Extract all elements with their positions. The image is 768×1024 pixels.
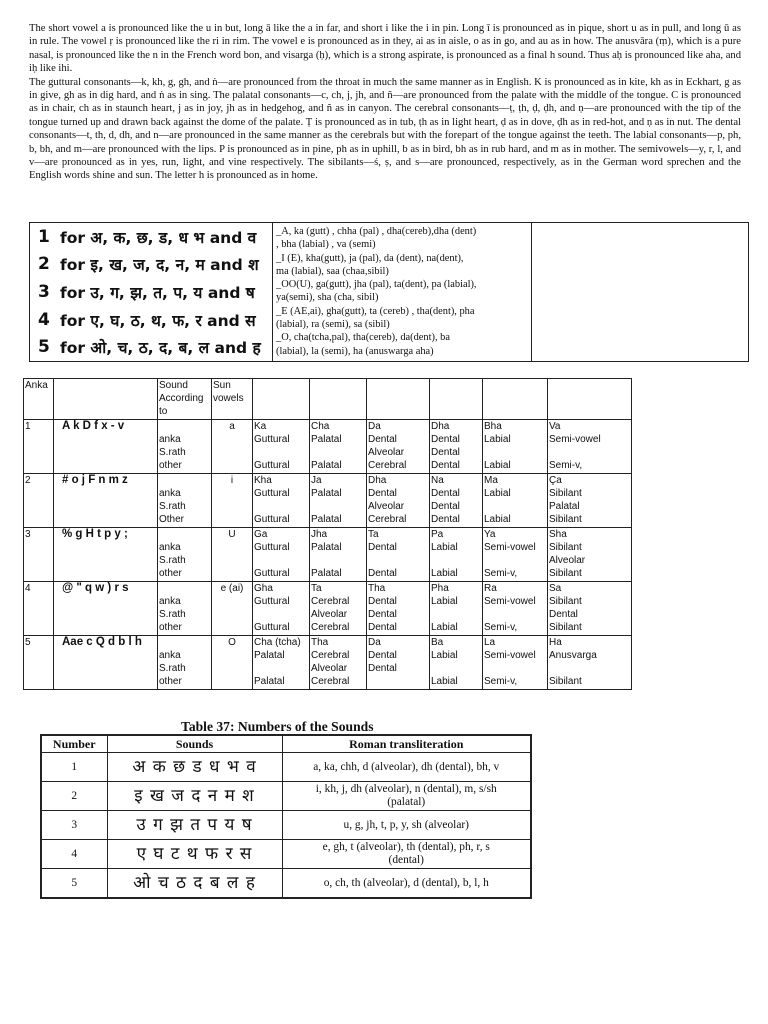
anka-row: [24, 635, 632, 689]
table37-title: Table 37: Numbers of the Sounds: [181, 719, 374, 734]
rules-list: [30, 223, 272, 361]
anka-sound-cell: Tha Dental Dental Dental: [367, 581, 430, 635]
rule-text: for ए, घ, ठ, थ, फ, र and स: [60, 311, 256, 330]
rule-note-line: _A, ka (gutt) , chha (pal) , dha(cereb),dha (dent): [276, 226, 477, 237]
rule-note-line: (labial), la (semi), ha (anuswarga aha): [276, 345, 434, 357]
rule-text: for इ, ख, ज, द, न, म and श: [60, 256, 259, 275]
table37-row: [41, 840, 531, 869]
rule-number: 3: [38, 281, 50, 302]
table37-number: 3: [41, 811, 107, 840]
rule-row: [30, 223, 272, 251]
anka-sound-cell: Ta Cerebral Alveolar Cerebral: [310, 581, 367, 635]
anka-sound-cell: Cha (tcha) Palatal Palatal: [253, 635, 310, 689]
table37-roman: i, kh, j, dh (alveolar), n (dental), m, s/sh (palatal): [282, 782, 531, 811]
table37-number: 4: [41, 840, 107, 869]
rule-number: 2: [38, 254, 50, 275]
anka-sound-cell: Pa Labial Labial: [430, 527, 483, 581]
anka-sound-cell: Va Semi-vowel Semi-v,: [548, 419, 632, 473]
table37-header-sounds: Sounds: [107, 735, 282, 753]
anka-header-cell: Anka: [24, 379, 54, 420]
anka-vowel: e (ai): [212, 581, 253, 635]
anka-number: 5: [24, 635, 54, 689]
anka-letters: % g H t p y ;: [54, 527, 158, 581]
table37-sounds: ए घ ट थ फ र स: [107, 840, 282, 869]
anka-number: 2: [24, 473, 54, 527]
anka-labels: anka S.rath other: [158, 581, 212, 635]
anka-sound-cell: Bha Labial Labial: [483, 419, 548, 473]
anka-labels: anka S.rath other: [158, 419, 212, 473]
anka-sound-cell: Ja Palatal Palatal: [310, 473, 367, 527]
anka-row: [24, 581, 632, 635]
rule-number: 4: [38, 309, 50, 330]
rule-note-line: _I (E), kha(gutt), ja (pal), da (dent), na(dent),: [276, 252, 464, 264]
table37-row: [41, 811, 531, 840]
anka-sound-cell: La Semi-vowel Semi-v,: [483, 635, 548, 689]
anka-sound-cell: Ka Guttural Guttural: [253, 419, 310, 473]
anka-table: [23, 378, 632, 690]
rule-text: for उ, ग, झ, त, प, य and ष: [60, 283, 255, 302]
anka-sound-cell: Ra Semi-vowel Semi-v,: [483, 581, 548, 635]
rule-row: [30, 306, 272, 334]
anka-sound-cell: Dha Dental Dental Dental: [430, 419, 483, 473]
anka-header-cell: [54, 379, 158, 420]
anka-vowel: U: [212, 527, 253, 581]
table37-number: 2: [41, 782, 107, 811]
rule-row: [30, 251, 272, 279]
rule-note-line: _O, cha(tcha,pal), tha(cereb), da(dent), ba: [276, 332, 450, 344]
anka-header-cell: [483, 379, 548, 420]
table37-header-roman: Roman transliteration: [282, 735, 531, 753]
table37-number: 1: [41, 753, 107, 782]
table37-sounds: ओ च ठ द ब ल ह: [107, 869, 282, 899]
anka-labels: anka S.rath other: [158, 527, 212, 581]
anka-header-cell: [253, 379, 310, 420]
table37-number: 5: [41, 869, 107, 899]
anka-sound-cell: Na Dental Dental Dental: [430, 473, 483, 527]
anka-letters: A k D f x - v: [54, 419, 158, 473]
anka-letters: # o j F n m z: [54, 473, 158, 527]
anka-header-cell: [430, 379, 483, 420]
rule-note-line: ya(semi), sha (cha, sibil): [276, 292, 379, 304]
anka-sound-cell: Da Dental Alveolar Cerebral: [367, 419, 430, 473]
table37-roman: u, g, jh, t, p, y, sh (alveolar): [282, 811, 531, 840]
anka-sound-cell: Ha Anusvarga Sibilant: [548, 635, 632, 689]
anka-sound-cell: Kha Guttural Guttural: [253, 473, 310, 527]
anka-sound-cell: Ta Dental Dental: [367, 527, 430, 581]
anka-row: [24, 419, 632, 473]
rule-row: [30, 333, 272, 361]
table37: [40, 734, 532, 899]
table37-roman: e, gh, t (alveolar), th (dental), ph, r, s (dental): [282, 840, 531, 869]
table37-header-number: Number: [41, 735, 107, 753]
rule-note-line: ma (labial), saa (chaa,sibil): [276, 265, 389, 277]
number-rules-box: [29, 222, 749, 362]
table37-row: [41, 782, 531, 811]
anka-letters: @ " q w ) r s: [54, 581, 158, 635]
paragraph-consonants: The guttural consonants—k, kh, g, gh, and ṅ—are pronounced from the throat in much the same manner as in English. K is pronounced as in kite, kh as in Eckhart, g as in give, gh as in dig hard, and ṅ as in sing. The palatal consonants—c, ch, j, jh, and ñ—are pronounced from the palate with the middle of the tongue. C is pronounced as in chair, ch as in staunch heart, j as in joy, jh as in hedgehog, and ñ as in canyon. The cerebral consonants—ṭ, ṭh, ḍ, ḍh, and ṇ—are pronounced with the tip of the tongue turned up and drawn back against the dome of the palate. Ṭ is pronounced as in tub, ṭh as in light heart, ḍ as in dove, ḍh as in red-hot, and ṇ as in nut. The dental consonants—t, th, d, dh, and n—are pronounced in the same manner as the cerebrals but with the forepart of the tongue against the teeth. The labial consonants—p, ph, b, bh, and m—are pronounced with the lips. P is pronounced as in pine, ph as in uphill, b as in bird, bh as in rub hard, and m as in mother. The semivowels—y, r, l, and v—are pronounced as in yes, run, light, and vine respectively. The sibilants—ś, ṣ, and s—are pronounced, respectively, as in the German word sprechen and the English words shine and sun. The letter h is pronounced as in home.: [29, 76, 741, 182]
anka-sound-cell: Jha Palatal Palatal: [310, 527, 367, 581]
anka-labels: anka S.rath Other: [158, 473, 212, 527]
rule-number: 5: [38, 337, 50, 358]
rule-number: 1: [38, 226, 50, 247]
anka-sound-cell: Gha Guttural Guttural: [253, 581, 310, 635]
anka-vowel: a: [212, 419, 253, 473]
rule-text: for अ, क, छ, ड, ध भ and व: [60, 228, 257, 247]
table37-sounds: उ ग झ त प य ष: [107, 811, 282, 840]
anka-header-cell: Sound According to: [158, 379, 212, 420]
anka-vowel: O: [212, 635, 253, 689]
rule-note-line: _E (AE,ai), gha(gutt), ta (cereb) , tha(dent), pha: [276, 305, 475, 317]
anka-vowel: i: [212, 473, 253, 527]
anka-header-cell: [548, 379, 632, 420]
anka-header-cell: [310, 379, 367, 420]
anka-number: 3: [24, 527, 54, 581]
anka-header-cell: Sun vowels: [212, 379, 253, 420]
anka-sound-cell: Ça Sibilant Palatal Sibilant: [548, 473, 632, 527]
paragraph-vowels: The short vowel a is pronounced like the u in but, long ā like the a in far, and short i like the i in pin. Long ī is pronounced as in pique, short u as in pull, and long ū as in rule. The vowel ṛ is pronounced like the ri in rim. The vowel e is pronounced as in they, ai as in aisle, o as in go, and au as in how. The anusvāra (ṃ), which is a pure nasal, is pronounced like the n in the French word bon, and visarga (ḥ), which is a strong aspirate, is pronounced as a final h sound. Thus aḥ is pronounced like aha, and iḥ like ihi.: [29, 23, 741, 75]
rule-text: for ओ, च, ठ, द, ब, ल and ह: [60, 339, 261, 358]
anka-sound-cell: Dha Dental Alveolar Cerebral: [367, 473, 430, 527]
rules-notes: [272, 223, 532, 361]
anka-sound-cell: Tha Cerebral Alveolar Cerebral: [310, 635, 367, 689]
anka-sound-cell: Sha Sibilant Alveolar Sibilant: [548, 527, 632, 581]
table37-sounds: अ क छ ड ध भ व: [107, 753, 282, 782]
table37-roman: a, ka, chh, d (alveolar), dh (dental), bh, v: [282, 753, 531, 782]
anka-number: 4: [24, 581, 54, 635]
intro-paragraph: [29, 22, 741, 183]
anka-labels: anka S.rath other: [158, 635, 212, 689]
anka-sound-cell: Ba Labial Labial: [430, 635, 483, 689]
anka-sound-cell: Ga Guttural Guttural: [253, 527, 310, 581]
table37-row: [41, 753, 531, 782]
anka-number: 1: [24, 419, 54, 473]
anka-row: [24, 527, 632, 581]
table37-row: [41, 869, 531, 899]
rule-note-line: (labial), ra (semi), sa (sibil): [276, 319, 390, 331]
rule-note-line: , bha (labial) , va (semi): [276, 239, 376, 251]
rule-note-line: _OO(U), ga(gutt), jha (pal), ta(dent), pa (labial),: [276, 279, 477, 291]
anka-letters: Aae c Q d b l h: [54, 635, 158, 689]
anka-sound-cell: Ma Labial Labial: [483, 473, 548, 527]
table37-sounds: इ ख ज द न म श: [107, 782, 282, 811]
table37-roman: o, ch, th (alveolar), d (dental), b, l, h: [282, 869, 531, 899]
anka-sound-cell: Da Dental Dental: [367, 635, 430, 689]
anka-header-cell: [367, 379, 430, 420]
anka-sound-cell: Pha Labial Labial: [430, 581, 483, 635]
anka-sound-cell: Ya Semi-vowel Semi-v,: [483, 527, 548, 581]
rule-row: [30, 278, 272, 306]
anka-row: [24, 473, 632, 527]
anka-sound-cell: Sa Sibilant Dental Sibilant: [548, 581, 632, 635]
anka-sound-cell: Cha Palatal Palatal: [310, 419, 367, 473]
